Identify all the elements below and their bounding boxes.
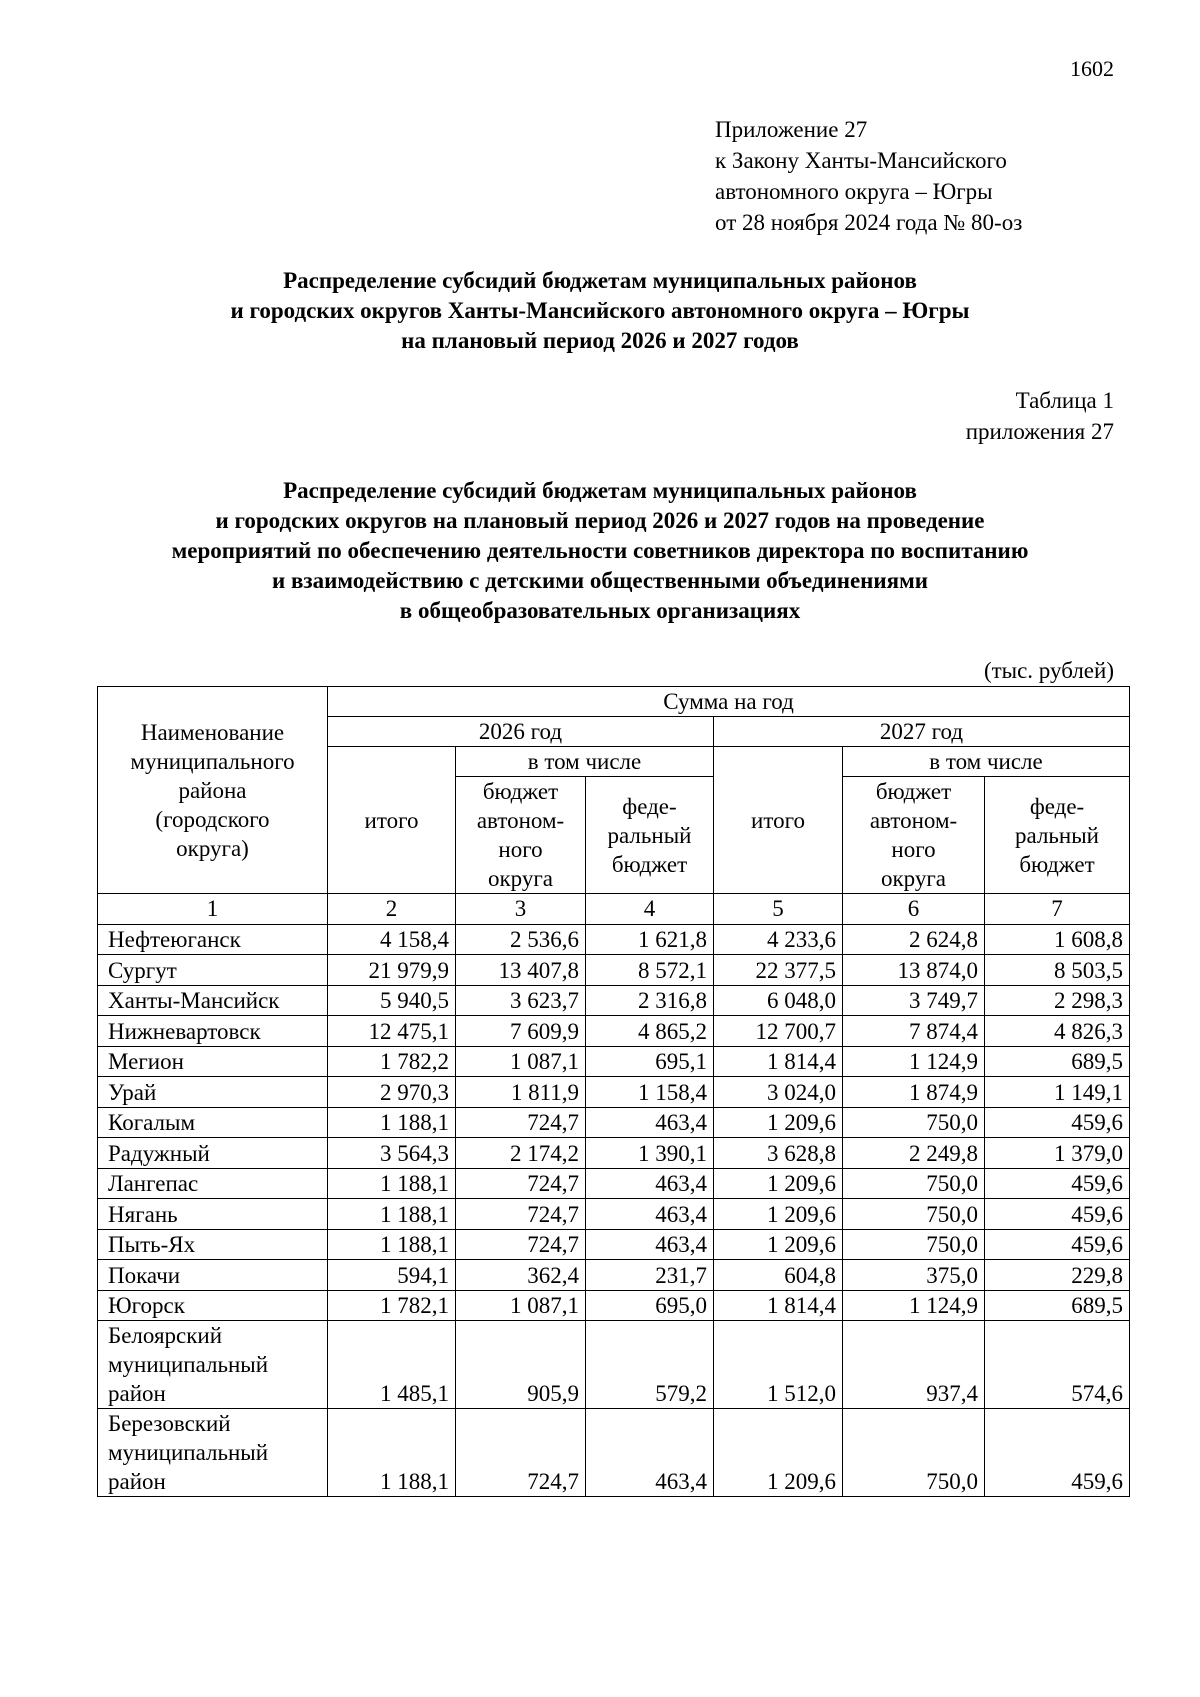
header-name-column: Наименование муниципального района (городского округа) bbox=[98, 687, 328, 894]
title-line: на плановый период 2026 и 2027 годов bbox=[401, 328, 799, 353]
value-cell: 689,5 bbox=[985, 1046, 1130, 1077]
value-cell: 1 485,1 bbox=[328, 1321, 456, 1409]
value-cell: 1 209,6 bbox=[714, 1199, 843, 1230]
value-cell: 7 874,4 bbox=[843, 1016, 985, 1047]
value-cell: 1 149,1 bbox=[985, 1077, 1130, 1108]
value-cell: 463,4 bbox=[586, 1409, 714, 1497]
value-cell: 937,4 bbox=[843, 1321, 985, 1409]
municipality-name: Урай bbox=[98, 1077, 328, 1108]
column-number: 2 bbox=[328, 894, 456, 925]
value-cell: 1 188,1 bbox=[328, 1107, 456, 1138]
value-cell: 463,4 bbox=[586, 1168, 714, 1199]
value-cell: 1 188,1 bbox=[328, 1199, 456, 1230]
value-cell: 750,0 bbox=[843, 1409, 985, 1497]
subsidy-table bbox=[97, 686, 1130, 1497]
municipality-name: Лангепас bbox=[98, 1168, 328, 1199]
value-cell: 3 628,8 bbox=[714, 1138, 843, 1169]
value-cell: 1 512,0 bbox=[714, 1321, 843, 1409]
value-cell: 6 048,0 bbox=[714, 985, 843, 1016]
table-row bbox=[98, 1199, 1130, 1230]
value-cell: 459,6 bbox=[985, 1409, 1130, 1497]
value-cell: 4 233,6 bbox=[714, 924, 843, 955]
header-year-2026: 2026 год bbox=[328, 717, 714, 747]
value-cell: 2 970,3 bbox=[328, 1077, 456, 1108]
value-cell: 1 209,6 bbox=[714, 1168, 843, 1199]
value-cell: 750,0 bbox=[843, 1199, 985, 1230]
value-cell: 375,0 bbox=[843, 1260, 985, 1291]
value-cell: 695,1 bbox=[586, 1046, 714, 1077]
value-cell: 1 390,1 bbox=[586, 1138, 714, 1169]
municipality-name: Березовский муниципальный район bbox=[98, 1409, 328, 1497]
table-title-line: в общеобразовательных организациях bbox=[399, 598, 801, 623]
table-label bbox=[966, 385, 1114, 447]
title-line: и городских округов Ханты-Мансийского автономного округа – Югры bbox=[230, 298, 970, 323]
table-title bbox=[0, 476, 1200, 626]
value-cell: 459,6 bbox=[985, 1229, 1130, 1260]
table-row bbox=[98, 1077, 1130, 1108]
value-cell: 1 874,9 bbox=[843, 1077, 985, 1108]
value-cell: 463,4 bbox=[586, 1229, 714, 1260]
column-number: 7 bbox=[985, 894, 1130, 925]
value-cell: 459,6 bbox=[985, 1107, 1130, 1138]
value-cell: 1 782,2 bbox=[328, 1046, 456, 1077]
table-row bbox=[98, 1260, 1130, 1291]
value-cell: 594,1 bbox=[328, 1260, 456, 1291]
value-cell: 5 940,5 bbox=[328, 985, 456, 1016]
value-cell: 13 874,0 bbox=[843, 955, 985, 986]
value-cell: 8 572,1 bbox=[586, 955, 714, 986]
value-cell: 2 298,3 bbox=[985, 985, 1130, 1016]
value-cell: 1 188,1 bbox=[328, 1409, 456, 1497]
header-ao-budget-2026: бюджет автоном- ного округа bbox=[456, 777, 586, 894]
value-cell: 750,0 bbox=[843, 1107, 985, 1138]
value-cell: 231,7 bbox=[586, 1260, 714, 1291]
value-cell: 1 124,9 bbox=[843, 1046, 985, 1077]
header-federal-budget-2027: феде- ральный бюджет bbox=[985, 777, 1130, 894]
value-cell: 750,0 bbox=[843, 1168, 985, 1199]
value-cell: 689,5 bbox=[985, 1290, 1130, 1321]
column-number: 5 bbox=[714, 894, 843, 925]
table-row bbox=[98, 1409, 1130, 1497]
value-cell: 2 249,8 bbox=[843, 1138, 985, 1169]
appendix-line: к Закону Ханты-Мансийского bbox=[715, 148, 1007, 173]
value-cell: 463,4 bbox=[586, 1199, 714, 1230]
value-cell: 695,0 bbox=[586, 1290, 714, 1321]
value-cell: 7 609,9 bbox=[456, 1016, 586, 1047]
value-cell: 2 316,8 bbox=[586, 985, 714, 1016]
value-cell: 1 209,6 bbox=[714, 1409, 843, 1497]
value-cell: 4 865,2 bbox=[586, 1016, 714, 1047]
municipality-name: Нягань bbox=[98, 1199, 328, 1230]
value-cell: 1 814,4 bbox=[714, 1046, 843, 1077]
value-cell: 1 621,8 bbox=[586, 924, 714, 955]
municipality-name: Белоярский муниципальный район bbox=[98, 1321, 328, 1409]
value-cell: 459,6 bbox=[985, 1168, 1130, 1199]
header-total-2027: итого bbox=[714, 747, 843, 894]
value-cell: 362,4 bbox=[456, 1260, 586, 1291]
header-including-2027: в том числе bbox=[843, 747, 1130, 777]
value-cell: 1 814,4 bbox=[714, 1290, 843, 1321]
title-line: Распределение субсидий бюджетам муниципальных районов bbox=[283, 268, 917, 293]
value-cell: 905,9 bbox=[456, 1321, 586, 1409]
value-cell: 1 209,6 bbox=[714, 1229, 843, 1260]
value-cell: 459,6 bbox=[985, 1199, 1130, 1230]
value-cell: 3 564,3 bbox=[328, 1138, 456, 1169]
table-title-line: и взаимодействию с детскими общественными объединениями bbox=[271, 568, 929, 593]
table-row bbox=[98, 1290, 1130, 1321]
value-cell: 724,7 bbox=[456, 1199, 586, 1230]
municipality-name: Югорск bbox=[98, 1290, 328, 1321]
municipality-name: Покачи bbox=[98, 1260, 328, 1291]
value-cell: 1 087,1 bbox=[456, 1290, 586, 1321]
header-including-2026: в том числе bbox=[456, 747, 714, 777]
value-cell: 574,6 bbox=[985, 1321, 1130, 1409]
header-federal-budget-2026: феде- ральный бюджет bbox=[586, 777, 714, 894]
value-cell: 8 503,5 bbox=[985, 955, 1130, 986]
value-cell: 1 158,4 bbox=[586, 1077, 714, 1108]
column-number: 1 bbox=[98, 894, 328, 925]
value-cell: 12 700,7 bbox=[714, 1016, 843, 1047]
municipality-name: Радужный bbox=[98, 1138, 328, 1169]
column-number: 4 bbox=[586, 894, 714, 925]
value-cell: 1 124,9 bbox=[843, 1290, 985, 1321]
value-cell: 1 209,6 bbox=[714, 1107, 843, 1138]
appendix-line: Приложение 27 bbox=[715, 117, 868, 142]
document-title bbox=[0, 266, 1200, 356]
header-ao-budget-2027: бюджет автоном- ного округа bbox=[843, 777, 985, 894]
value-cell: 3 749,7 bbox=[843, 985, 985, 1016]
header-total-2026: итого bbox=[328, 747, 456, 894]
table-row bbox=[98, 1107, 1130, 1138]
appendix-reference bbox=[715, 114, 1022, 238]
value-cell: 13 407,8 bbox=[456, 955, 586, 986]
value-cell: 3 024,0 bbox=[714, 1077, 843, 1108]
table-row bbox=[98, 1321, 1130, 1409]
municipality-name: Нижневартовск bbox=[98, 1016, 328, 1047]
header-sum-per-year: Сумма на год bbox=[328, 687, 1130, 717]
value-cell: 21 979,9 bbox=[328, 955, 456, 986]
value-cell: 579,2 bbox=[586, 1321, 714, 1409]
value-cell: 1 188,1 bbox=[328, 1229, 456, 1260]
municipality-name: Пыть-Ях bbox=[98, 1229, 328, 1260]
table-row bbox=[98, 985, 1130, 1016]
value-cell: 724,7 bbox=[456, 1409, 586, 1497]
value-cell: 2 624,8 bbox=[843, 924, 985, 955]
table-row bbox=[98, 1168, 1130, 1199]
table-title-line: и городских округов на плановый период 2026 и 2027 годов на проведение bbox=[215, 508, 985, 533]
value-cell: 750,0 bbox=[843, 1229, 985, 1260]
value-cell: 1 188,1 bbox=[328, 1168, 456, 1199]
value-cell: 724,7 bbox=[456, 1229, 586, 1260]
municipality-name: Когалым bbox=[98, 1107, 328, 1138]
municipality-name: Ханты-Мансийск bbox=[98, 985, 328, 1016]
table-label-line: приложения 27 bbox=[965, 419, 1114, 444]
value-cell: 4 158,4 bbox=[328, 924, 456, 955]
table-row bbox=[98, 955, 1130, 986]
table-title-line: Распределение субсидий бюджетам муниципальных районов bbox=[283, 478, 917, 503]
value-cell: 12 475,1 bbox=[328, 1016, 456, 1047]
municipality-name: Сургут bbox=[98, 955, 328, 986]
table-row bbox=[98, 1016, 1130, 1047]
municipality-name: Нефтеюганск bbox=[98, 924, 328, 955]
appendix-line: автономного округа – Югры bbox=[715, 179, 993, 204]
value-cell: 1 608,8 bbox=[985, 924, 1130, 955]
value-cell: 1 087,1 bbox=[456, 1046, 586, 1077]
value-cell: 22 377,5 bbox=[714, 955, 843, 986]
value-cell: 724,7 bbox=[456, 1168, 586, 1199]
value-cell: 724,7 bbox=[456, 1107, 586, 1138]
value-cell: 1 379,0 bbox=[985, 1138, 1130, 1169]
value-cell: 4 826,3 bbox=[985, 1016, 1130, 1047]
table-row bbox=[98, 924, 1130, 955]
table-row bbox=[98, 1046, 1130, 1077]
column-number: 3 bbox=[456, 894, 586, 925]
value-cell: 604,8 bbox=[714, 1260, 843, 1291]
column-number: 6 bbox=[843, 894, 985, 925]
page-number: 1602 bbox=[1070, 56, 1114, 81]
value-cell: 2 174,2 bbox=[456, 1138, 586, 1169]
municipality-name: Мегион bbox=[98, 1046, 328, 1077]
appendix-line: от 28 ноября 2024 года № 80-оз bbox=[715, 210, 1023, 235]
value-cell: 1 782,1 bbox=[328, 1290, 456, 1321]
table-title-line: мероприятий по обеспечению деятельности советников директора по воспитанию bbox=[171, 538, 1029, 563]
table-body bbox=[98, 924, 1130, 1497]
table-label-line: Таблица 1 bbox=[1015, 388, 1114, 413]
value-cell: 2 536,6 bbox=[456, 924, 586, 955]
column-number-row bbox=[98, 894, 1130, 925]
header-year-2027: 2027 год bbox=[714, 717, 1130, 747]
value-cell: 463,4 bbox=[586, 1107, 714, 1138]
table-row bbox=[98, 1138, 1130, 1169]
table-row bbox=[98, 1229, 1130, 1260]
value-cell: 1 811,9 bbox=[456, 1077, 586, 1108]
value-cell: 3 623,7 bbox=[456, 985, 586, 1016]
value-cell: 229,8 bbox=[985, 1260, 1130, 1291]
units-label: (тыс. рублей) bbox=[983, 658, 1114, 683]
